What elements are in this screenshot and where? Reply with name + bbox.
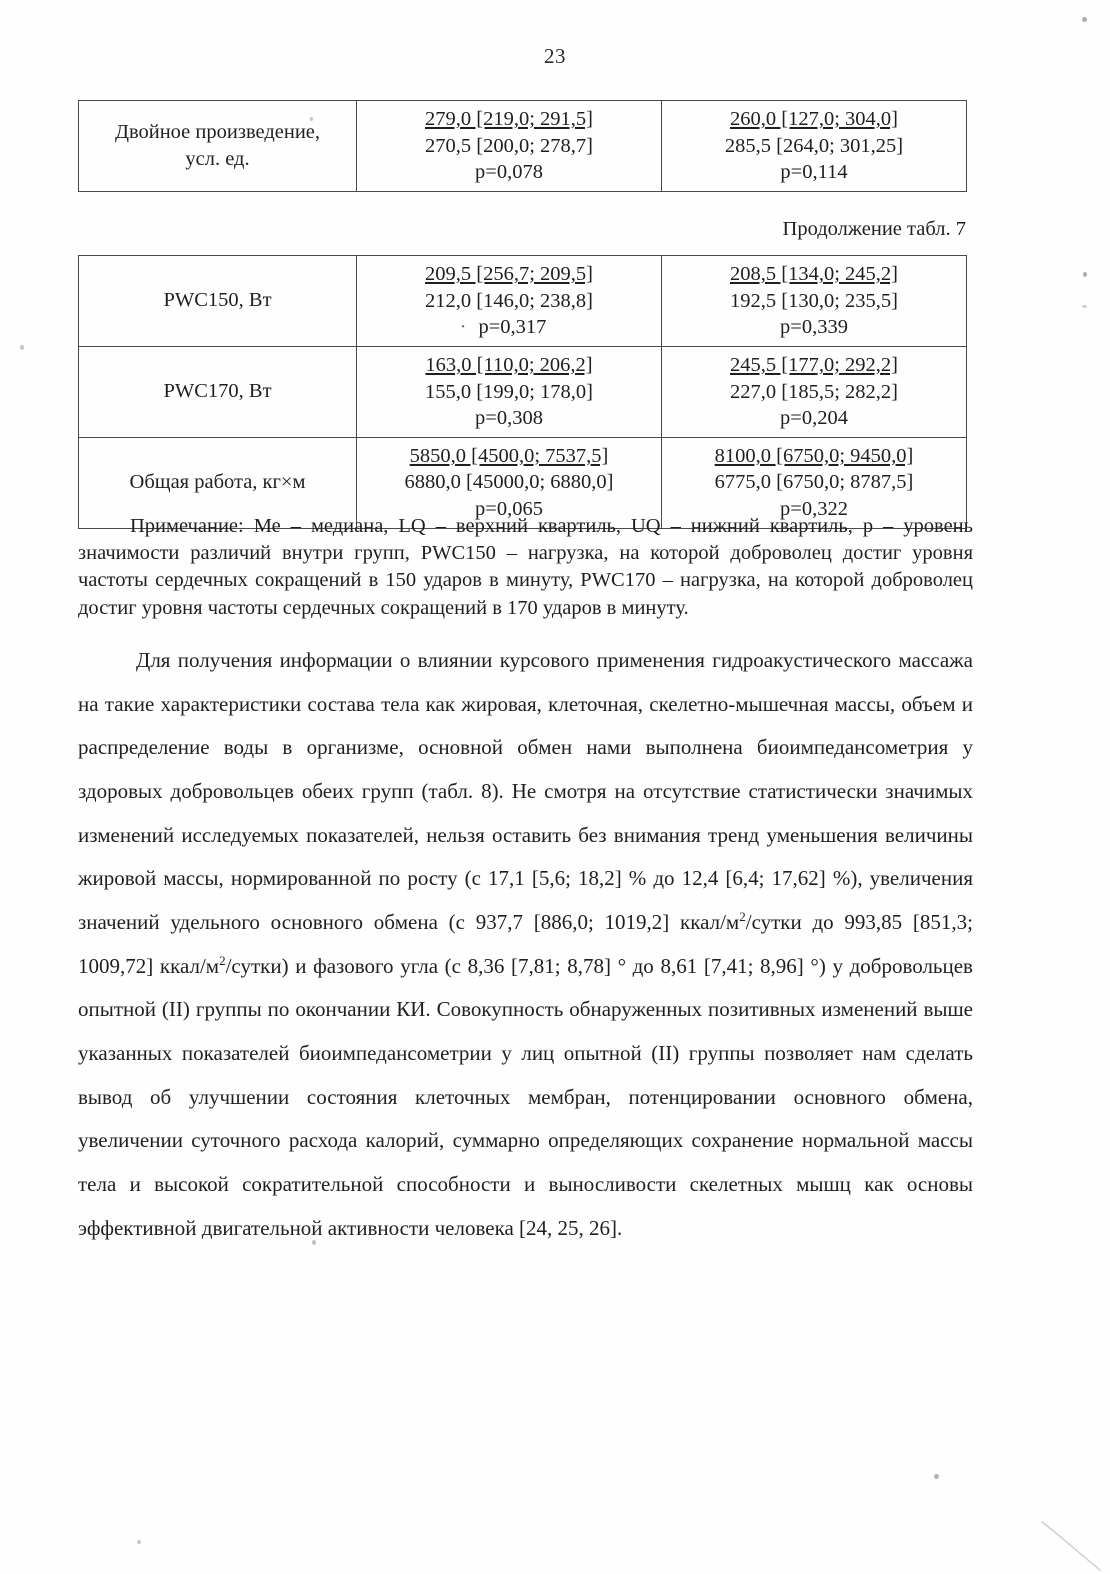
table-note: Примечание: Ме – медиана, LQ – верхний квартиль, UQ – нижний квартиль, p – уровень значимости различий внутри групп, PWC150 – нагрузка, на которой доброволец достиг уровня частоты сердечных сокращений в 150 ударов в минуту, PWC170 – нагрузка, на которой доброволец достиг уровня частоты сердечных сокращений в 170 ударов в минуту. [78,514,973,619]
row-label: Общая работа, кг×м [129,471,306,494]
row-label: PWC150, Вт [163,289,272,312]
median-value: 8100,0 [6750,0; 9450,0] [714,444,914,467]
second-value: 155,0 [199,0; 178,0] [425,380,593,403]
median-value: 208,5 [134,0; 245,2] [730,263,898,285]
second-value: 285,5 [264,0; 301,25] [724,134,904,157]
page-number: 23 [544,44,566,68]
scan-streak-artifact [1040,1520,1110,1574]
median-value: 163,0 [110,0; 206,2] [425,353,593,376]
group-1-value-cell [357,101,662,192]
group-2-value-cell [662,256,967,347]
scan-speck [137,1540,141,1544]
p-value: p=0,308 [475,407,543,430]
group-2-value-cell [662,101,967,192]
superscript-square: 2 [739,909,746,925]
body-paragraph-part-1: Для получения информации о влиянии курсового применения гидроакустического массажа на такие характеристики состава тела как жировая, клеточная, скелетно-мышечная массы, объем и распределение воды в организме, основной обмен нами выполнена биоимпедансометрия у здоровых добровольцев обеих групп (табл. 8). Не смотря на отсутствие статистически значимых изменений исследуемых показателей, нельзя оставить без внимания тренд уменьшения величины жировой массы, нормированной по росту (с 17,1 [5,6; 18,2] % до 12,4 [6,4; 17,62] %), увеличения значений удельного основного обмена (с 937,7 [886,0; 1019,2] ккал/м [78,648,973,935]
row-label-cell [79,346,357,437]
second-value: 270,5 [200,0; 278,7] [425,134,593,157]
group-1-value-cell [357,346,662,437]
group-2-value-cell [662,346,967,437]
scan-speck [934,1474,939,1479]
scan-speck [1082,305,1087,308]
scan-speck [20,345,24,350]
body-paragraph-part-2: /сутки до 993,85 [851,3; 1009,72] ккал/м [78,910,974,978]
scan-speck [1083,272,1087,277]
row-label-cell [79,256,357,347]
median-value: 5850,0 [4500,0; 7537,5] [409,444,609,467]
row-label-line-2: усл. ед. [185,147,250,170]
second-value: 212,0 [146,0; 238,8] [425,289,593,312]
superscript-square: 2 [219,952,226,968]
p-value: p=0,065 [475,498,543,521]
table-row [79,101,967,192]
group-1-value-cell [357,256,662,347]
table-top-fragment [78,100,967,192]
scan-speck [1082,17,1087,22]
median-value: 279,0 [219,0; 291,5] [425,108,593,130]
row-label-cell [79,101,357,192]
median-value: 245,5 [177,0; 292,2] [730,353,898,376]
body-paragraph [78,639,973,1250]
table-continuation-caption: Продолжение табл. 7 [782,218,966,240]
table-continuation [78,255,967,529]
p-value: p=0,114 [780,161,848,184]
row-label-line-1: Двойное произведение, [114,120,321,143]
table-row [79,256,967,347]
row-label: PWC170, Вт [163,380,272,403]
median-value: 209,5 [256,7; 209,5] [425,263,593,285]
second-value: 6775,0 [6750,0; 8787,5] [714,471,914,494]
second-value: 192,5 [130,0; 235,5] [730,289,898,312]
p-value: p=0,339 [780,316,848,339]
p-value: · p=0,317 [361,314,657,341]
table-row [79,346,967,437]
p-value: p=0,078 [475,161,543,184]
p-value: p=0,322 [780,498,848,521]
p-value: p=0,204 [780,407,848,430]
second-value: 6880,0 [45000,0; 6880,0] [404,471,614,494]
median-value: 260,0 [127,0; 304,0] [730,108,898,130]
second-value: 227,0 [185,5; 282,2] [730,380,898,403]
body-paragraph-part-3: /сутки) и фазового угла (с 8,36 [7,81; 8,78] ° до 8,61 [7,41; 8,96] °) у добровольцев опытной (II) группы по окончании КИ. Совокупность обнаруженных позитивных изменений выше указанных показателей биоимпедансометрии у лиц опытной (II) группы позволяет нам сделать вывод об улучшении состояния клеточных мембран, потенцировании основного обмена, увеличении суточного расхода калорий, суммарно определяющих сохранение нормальной массы тела и высокой сократительной способности и выносливости скелетных мышц как основы эффективной двигательной активности человека [24, 25, 26]. [78,953,973,1240]
